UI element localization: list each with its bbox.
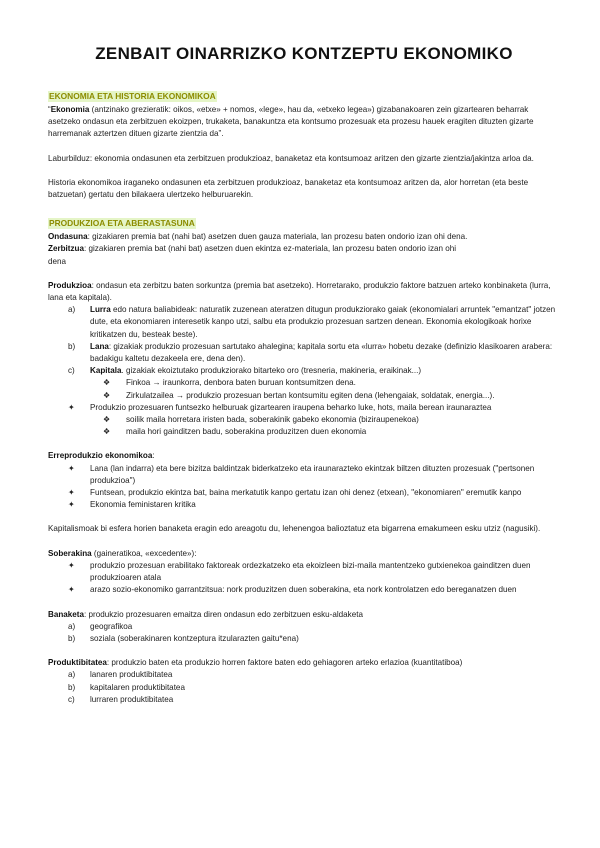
banaketa-item: a) geografikoa xyxy=(68,621,133,631)
ondasuna-definition: Ondasuna: gizakiaren premia bat (nahi bat) asetzen duen gauza materiala, lan prozesu baten ondorio izan ohi dena. xyxy=(48,232,468,242)
produktibitatea-heading: Produktibitatea: produkzio baten eta produkzio horren faktore baten edo gehiagoren arteko erlazioa (kuantitatiboa) xyxy=(48,658,463,668)
capital-sub-item: ❖ Finkoa → iraunkorra, denbora baten buruan kontsumitzen dena. xyxy=(103,378,356,388)
banaketa-heading: Banaketa: produkzio prozesuaren emaitza diren ondasun edo zerbitzuen esku-aldaketa xyxy=(48,609,363,619)
banaketa-item: b) soziala (soberakinaren kontzeptura itzularazten gaitu*ena) xyxy=(68,633,299,643)
history-paragraph: Historia ekonomikoa iraganeko ondasunen eta zerbitzuen produkzioaz, banaketaz eta kontsumoaz aritzen da, alor horretan (eta beste batzuetan) gertatu den bilakaera ulertzeko helburuarekin. xyxy=(48,177,529,200)
erreprodukzioa-item: ✦ Lana (lan indarra) eta bere bizitza baldintzak biderkatzeko eta iraunarazteko ekintzak biltzen dituzten prozesuak ("pertsonen produkzioa") xyxy=(68,463,535,485)
ekonomia-term: Ekonomia xyxy=(50,105,90,114)
summary-paragraph: Laburbilduz: ekonomia ondasunen eta zerbitzuen produkzioaz, banaketaz eta kontsumoaz aritzen den gizarte zientzia/jakintza arloa da. xyxy=(48,153,534,163)
factor-item-lurra: a) Lurra edo natura baliabideak: naturatik zuzenean ateratzen ditugun produkziorako gaiak (ekonomialari arruntek "emantzat" jotzen dute, eta ekonomiaren interesetik kanpo utzi, salbu eta produkzio prozesuan sartzen denean. Ekonomia ekologikoak horixe kritikatzen du, besteak beste). xyxy=(68,305,556,339)
zerbitzua-definition: Zerbitzua: gizakiaren premia bat (nahi bat) asetzen duen ekintza ez-materiala, lan prozesu baten ondorio izan ohi dena xyxy=(48,244,457,266)
erreprodukzioa-item: ✦ Ekonomia feministaren kritika xyxy=(68,500,196,510)
capitalism-paragraph: Kapitalismoak bi esfera horien banaketa eragin edo areagotu du, lehenengoa balioztatuz eta bigarrena emakumeen esku utziz (nagusiki). xyxy=(48,524,541,534)
capital-sub-item: ❖ Zirkulatzailea → produkzio prozesuan bertan kontsumitu egiten dena (lehengaiak, soldatak, energia...). xyxy=(103,390,495,400)
section-heading-ekonomia: EKONOMIA ETA HISTORIA EKONOMIKOA xyxy=(49,91,216,101)
goal-sub-item: ❖ maila hori gainditzen badu, soberakina produzitzen duen ekonomia xyxy=(103,427,367,437)
produktibitatea-item: a) lanaren produktibitatea xyxy=(68,670,173,680)
factor-item-kapitala: c) Kapitala. gizakiak ekoiztutako produkziorako bitarteko oro (tresneria, makineria, eraikinak...) xyxy=(68,366,422,376)
erreprodukzioa-item: ✦ Funtsean, produkzio ekintza bat, baina merkatutik kanpo gertatu izan ohi denez (etxean), "ekonomiaren" eremutik kanpo xyxy=(68,488,522,498)
produktibitatea-item: c) lurraren produktibitatea xyxy=(68,694,174,704)
factor-item-lana: b) Lana: gizakiak produkzio prozesuan sartutako ahalegina; kapitala sortu eta «lurra» hobetu dezake (definizio klasikoaren arabera: badakigu kaltetu dezakeela ere, dena den). xyxy=(68,341,553,364)
soberakina-heading: Soberakina (gaineratikoa, «excedente»): xyxy=(48,548,197,558)
ekonomia-definition: “Ekonomia (antzinako grezieratik: oikos, «etxe» + nomos, «lege», hau da, «etxeko legea») gizabanakoaren zein gizartearen beharrak asetzeko ondasun eta zerbitzuen ekoizpen, trukaketa, banakuntza eta kontsumo prozesuak eta prozesu hauek eragiten dituzten gizarte harremanak aztertzen dituen gizarte zientzia da”. xyxy=(48,105,534,139)
document-page xyxy=(48,44,560,706)
soberakina-item: ✦ produkzio prozesuan erabilitako faktoreak ordezkatzeko eta ekoizleen bizi-maila mantentzeko gutxienekoa gainditzen duen produkzioaren atala xyxy=(68,560,531,583)
page-title: ZENBAIT OINARRIZKO KONTZEPTU EKONOMIKO xyxy=(95,44,513,63)
produkzioa-definition: Produkzioa: ondasun eta zerbitzu baten sorkuntza (premia bat asetzeko). Horretarako, produkzio faktore batzuen arteko konbinaketa (lurra, lana eta kapitala). xyxy=(48,280,551,303)
soberakina-item: ✦ arazo sozio-ekonomiko garrantzitsua: nork produzitzen duen soberakina, eta nork kontrolatzen edo bereganatzen duen xyxy=(68,585,517,595)
goal-item: ✦ Produkzio prozesuaren funtsezko helburuak gizartearen iraupena beharko luke, hots, maila berean iraunaraztea xyxy=(68,402,492,412)
erreprodukzioa-heading: Erreprodukzio ekonomikoa: xyxy=(48,451,155,461)
goal-sub-item: ❖ soilik maila horretara iristen bada, soberakinik gabeko ekonomia (biziraupenekoa) xyxy=(103,415,419,425)
produktibitatea-item: b) kapitalaren produktibitatea xyxy=(68,682,185,692)
section-heading-produkzioa: PRODUKZIOA ETA ABERASTASUNA xyxy=(49,218,195,229)
